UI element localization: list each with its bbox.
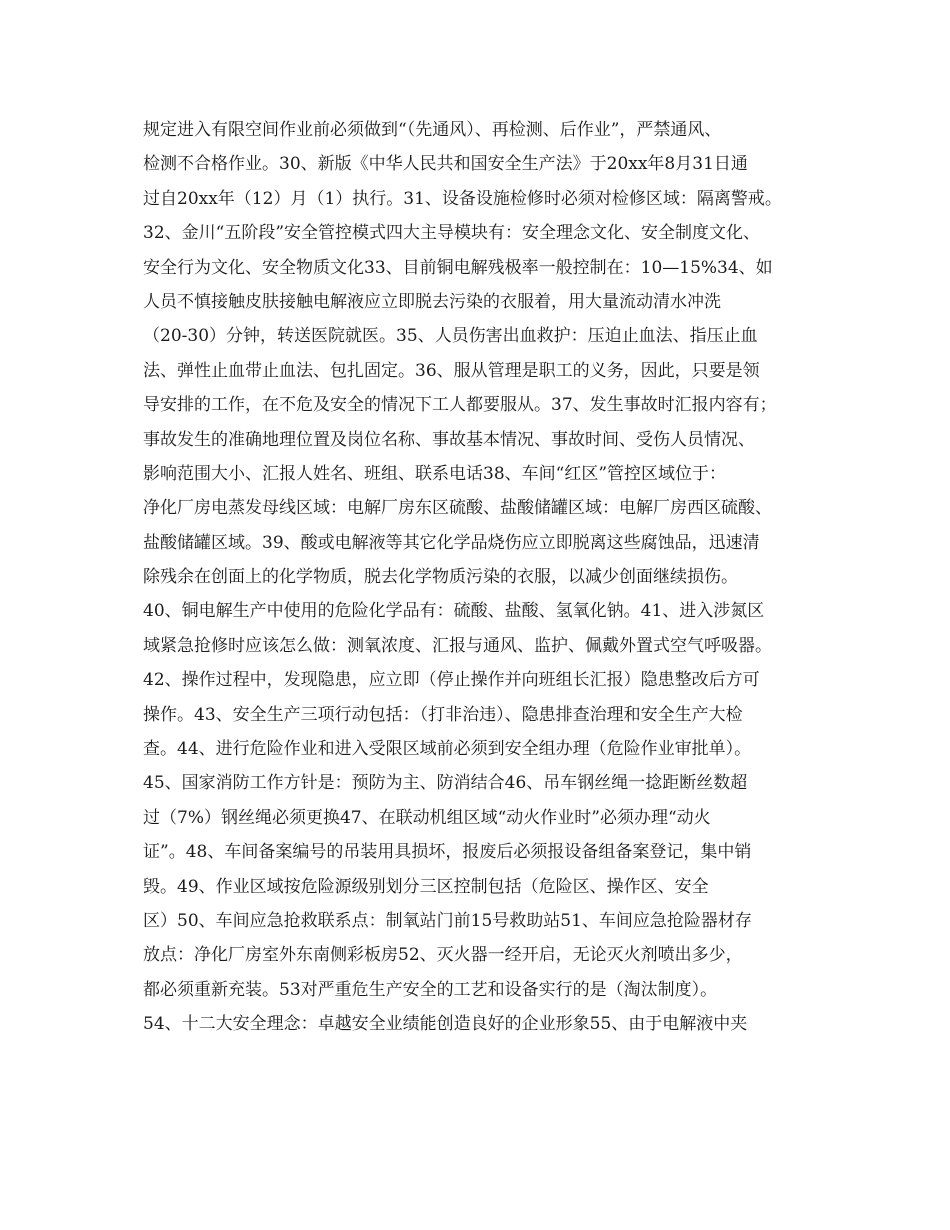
text-line: 除残余在创面上的化学物质，脱去化学物质污染的衣服，以减少创面继续损伤。 [143, 567, 738, 588]
text-line: 42、操作过程中，发现隐患，应立即（停止操作并向班组长汇报）隐患整改后方可 [143, 670, 760, 691]
body-text [143, 113, 833, 1042]
text-line: 域紧急抢修时应该怎么做：测氧浓度、汇报与通风、监护、佩戴外置式空气呼吸器。 [143, 635, 772, 656]
text-line: 净化厂房电蒸发母线区域：电解厂房东区硫酸、盐酸储罐区域：电解厂房西区硫酸、 [143, 498, 772, 519]
text-line: 影响范围大小、汇报人姓名、班组、联系电话38、车间“红区”管控区域位于： [143, 463, 727, 484]
text-line: 毁。49、作业区域按危险源级别划分三区控制包括（危险区、操作区、安全 [143, 876, 709, 897]
text-line: （20-30）分钟，转送医院就医。35、人员伤害出血救护：压迫止血法、指压止血 [143, 326, 758, 347]
text-line: 法、弹性止血带止血法、包扎固定。36、服从管理是职工的义务，因此，只要是领 [143, 360, 760, 381]
text-line: 事故发生的准确地理位置及岗位名称、事故基本情况、事故时间、受伤人员情况、 [143, 429, 755, 450]
text-line: 区）50、车间应急抢救联系点：制氧站门前15号救助站51、车间应急抢险器材存 [143, 910, 752, 931]
text-line: 放点：净化厂房室外东南侧彩板房52、灭火器一经开启，无论灭火剂喷出多少， [143, 945, 743, 966]
text-line: 检测不合格作业。30、新版《中华人民共和国安全生产法》于20xx年8月31日通 [143, 154, 748, 175]
text-line: 过（7%）钢丝绳必须更换47、在联动机组区域“动火作业时”必须办理“动火 [143, 807, 711, 828]
text-line: 导安排的工作，在不危及安全的情况下工人都要服从。37、发生事故时汇报内容有； [143, 395, 777, 416]
text-line: 45、国家消防工作方针是：预防为主、防消结合46、吊车钢丝绳一捻距断丝数超 [143, 773, 748, 794]
text-line: 查。44、进行危险作业和进入受限区域前必须到安全组办理（危险作业审批单）。 [143, 739, 752, 760]
text-line: 操作。43、安全生产三项行动包括：（打非治违）、隐患排查治理和安全生产大检 [143, 704, 743, 725]
text-line: 54、十二大安全理念：卓越安全业绩能创造良好的企业形象55、由于电解液中夹 [143, 1014, 748, 1035]
text-line: 人员不慎接触皮肤接触电解液应立即脱去污染的衣服着，用大量流动清水冲洗 [143, 291, 721, 312]
text-line: 40、铜电解生产中使用的危险化学品有：硫酸、盐酸、氢氧化钠。41、进入涉氮区 [143, 601, 765, 622]
text-line: 盐酸储罐区域。39、酸或电解液等其它化学品烧伤应立即脱离这些腐蚀品，迅速清 [143, 532, 760, 553]
text-line: 都必须重新充装。53对严重危生产安全的工艺和设备实行的是（淘汰制度）。 [143, 979, 718, 1000]
text-line: 证”。48、车间备案编号的吊装用具损坏，报废后必须报设备组备案登记，集中销 [143, 842, 752, 863]
text-line: 过自20xx年（12）月（1）执行。31、设备设施检修时必须对检修区域：隔离警戒。 [143, 188, 782, 209]
text-line: 32、金川“五阶段”安全管控模式四大主导模块有：安全理念文化、安全制度文化、 [143, 223, 761, 244]
text-line: 安全行为文化、安全物质文化33、目前铜电解残极率一般控制在：10—15%34、如 [143, 257, 773, 278]
text-line: 规定进入有限空间作业前必须做到“（先通风）、再检测、后作业”，严禁通风、 [143, 120, 722, 140]
